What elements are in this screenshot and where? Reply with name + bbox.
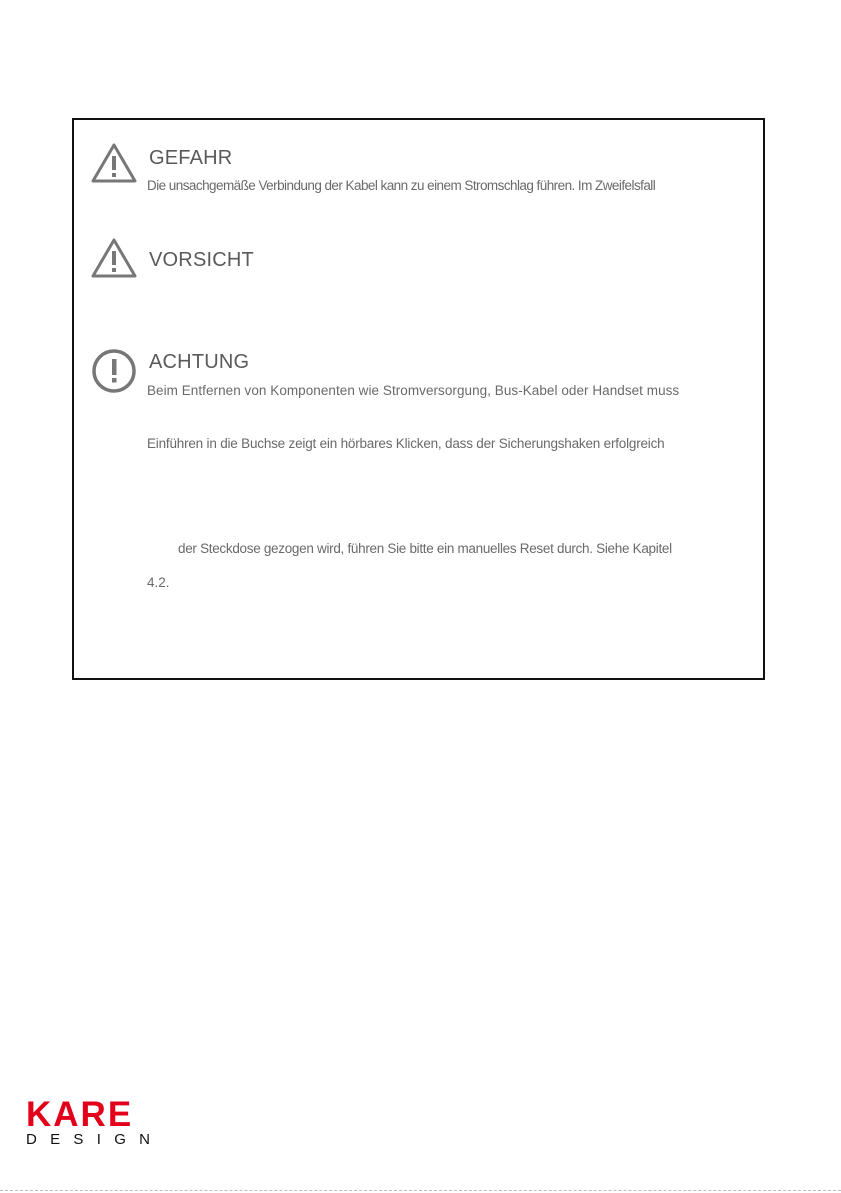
safety-warnings-box [72, 118, 765, 680]
danger-text-line: Die unsachgemäße Verbindung der Kabel kann zu einem Stromschlag führen. Im Zweifelsfall [147, 178, 656, 193]
attention-heading: ACHTUNG [149, 351, 250, 373]
page-bottom-rule [0, 1190, 841, 1191]
warning-triangle-icon [90, 237, 138, 279]
exclamation-circle-icon [91, 348, 137, 394]
attention-text-line: Beim Entfernen von Komponenten wie Stromversorgung, Bus-Kabel oder Handset muss [147, 383, 680, 398]
logo-wordmark: KARE [26, 1095, 134, 1134]
logo-subtitle: DESIGN [26, 1131, 164, 1148]
kare-design-logo [26, 1097, 186, 1149]
warning-triangle-icon [90, 142, 138, 184]
caution-heading: VORSICHT [149, 249, 254, 271]
attention-text-line: der Steckdose gezogen wird, führen Sie bitte ein manuelles Reset durch. Siehe Kapitel [178, 541, 672, 556]
danger-heading: GEFAHR [149, 147, 233, 169]
attention-text-line: Einführen in die Buchse zeigt ein hörbares Klicken, dass der Sicherungshaken erfolgreich [147, 436, 665, 451]
attention-text-line: 4.2. [147, 575, 170, 590]
